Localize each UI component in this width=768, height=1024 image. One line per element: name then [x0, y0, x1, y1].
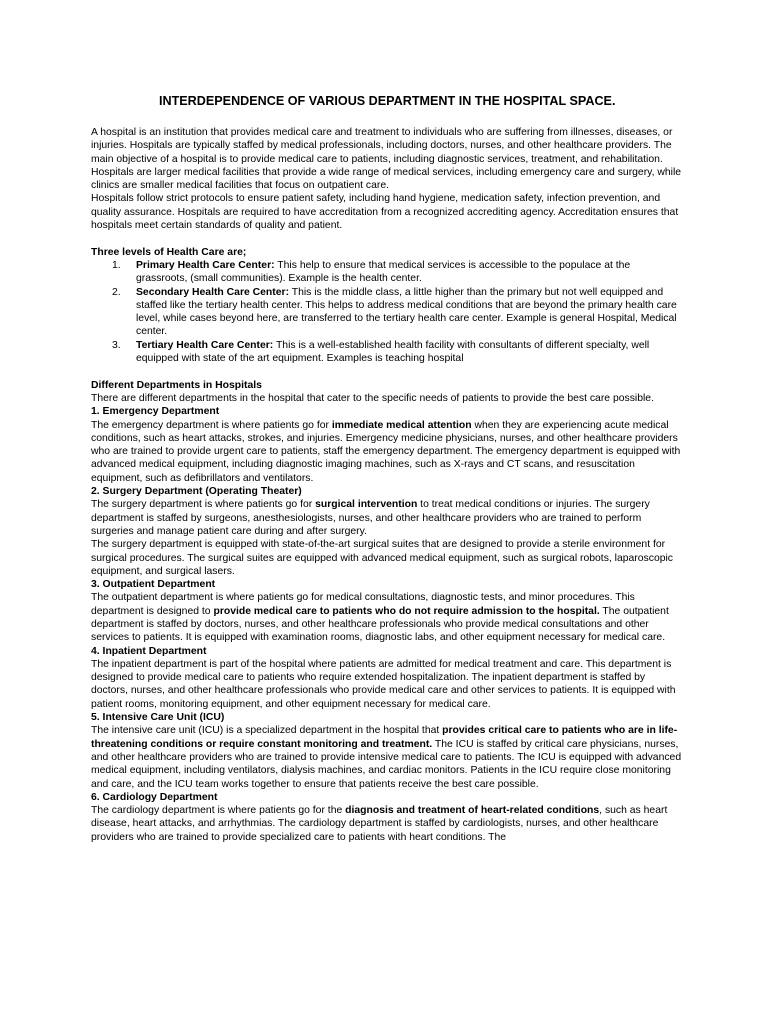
- text-run: The intensive care unit (ICU) is a specialized department in the hospital that: [91, 725, 443, 737]
- spacer: [91, 232, 684, 245]
- inpatient-paragraph: The inpatient department is part of the hospital where patients are admitted for medical treatment and care. This department is designed to provide medical care to patients who require extended hospitalization. The inpatient department is staffed by doctors, nurses, and other healthcare professionals who provide medical care and other services to patients. It is equipped with patient rooms, monitoring equipment, and other equipment necessary for medical care.: [91, 658, 676, 710]
- emphasis-text: provides critical care to patients who are in life-threatening conditions or require constant monitoring and treatment.: [91, 725, 678, 750]
- surgery-heading: 2. Surgery Department (Operating Theater): [91, 486, 302, 498]
- list-number: 2.: [112, 286, 121, 298]
- text-run: to treat medical conditions or injuries. The surgery department is staffed by surgeons, anesthesiologists, nurses, and other healthcare providers who are trained to perform surgeries and manage patient care during and after surgery.: [91, 499, 650, 537]
- intro-paragraph-3: Hospitals follow strict protocols to ensure patient safety, including hand hygiene, medication safety, infection prevention, and quality assurance. Hospitals are required to have accreditation from a recognized accrediting agency. Accreditation ensures that hospitals meet certain standards of quality and patient.: [91, 193, 679, 232]
- text-run: when they are experiencing acute medical conditions, such as heart attacks, strokes, and injuries. Emergency medicine physicians, nurses, and other healthcare providers who are trained to provide urgent care to patients, staff the emergency department. The emergency department is equipped with advanced medical equipment, including diagnostic imaging machines, such as X-rays and CT scans, and resuscitation equipment, such as defibrillators and ventilators.: [91, 419, 681, 484]
- surgery-paragraph-2: The surgery department is equipped with state-of-the-art surgical suites that are designed to provide a sterile environment for surgical procedures. The surgical suites are equipped with advanced medical equipment, such as surgical robots, laparoscopic equipment, and surgical lasers.: [91, 539, 674, 577]
- text-run: The outpatient department is where patients go for medical consultations, diagnostic tests, and minor procedures. This department is designed to: [91, 592, 635, 617]
- text-run: The ICU is staffed by critical care physicians, nurses, and other healthcare providers who are trained to provide intensive medical care to patients. The ICU is equipped with advanced medical equipment, including ventilators, dialysis machines, and cardiac monitors. Patients in the ICU require close monitoring and care, and the ICU team works together to ensure that patients receive the best care possible.: [91, 738, 682, 790]
- list-item: [91, 259, 684, 286]
- text-run: The cardiology department is where patients go for the: [91, 805, 346, 817]
- levels-list: [91, 259, 684, 365]
- intro-paragraph-1: A hospital is an institution that provides medical care and treatment to individuals who are suffering from illnesses, diseases, or injuries. Hospitals are typically staffed by medical professionals, including doctors, nurses, and other healthcare providers. The main objective of a hospital is to provide medical care to patients, including diagnostic services, treatment, and rehabilitation.: [91, 127, 673, 165]
- levels-heading: Three levels of Health Care are;: [91, 246, 247, 258]
- cardiology-paragraph: [91, 804, 684, 844]
- text-run: , such as heart disease, heart attacks, and arrhythmias. The cardiology department is staffed by cardiologists, nurses, and other healthcare providers who are trained to provide specialized care to patients with heart conditions. The: [91, 805, 668, 843]
- departments-heading: Different Departments in Hospitals: [91, 379, 262, 391]
- emphasis-text: immediate medical attention: [331, 419, 472, 431]
- list-item: [91, 286, 684, 339]
- surgery-paragraph-1: [91, 498, 684, 538]
- list-text: This is a well-established health facility with consultants of different specialty, well equipped with state of the art equipment. Examples is teaching hospital: [136, 339, 650, 365]
- list-term: Tertiary Health Care Center:: [136, 339, 274, 351]
- emergency-paragraph: [91, 419, 684, 485]
- list-term: Primary Health Care Center:: [136, 259, 275, 271]
- icu-heading: 5. Intensive Care Unit (ICU): [91, 712, 225, 724]
- emphasis-text: diagnosis and treatment of heart-related conditions: [345, 805, 600, 817]
- list-item: [91, 339, 684, 366]
- list-term: Secondary Health Care Center:: [136, 286, 290, 298]
- cardiology-heading: 6. Cardiology Department: [91, 791, 218, 803]
- intro-paragraph-2: Hospitals are larger medical facilities that provide a wide range of medical services, including emergency care and surgery, while clinics are smaller medical facilities that focus on outpatient care.: [91, 166, 682, 192]
- emphasis-text: surgical intervention: [315, 499, 418, 511]
- text-run: The outpatient department is staffed by doctors, nurses, and other healthcare professionals who provide medical consultations and other services to patients. It is equipped with examination rooms, diagnostic labs, and other equipment necessary for medical care.: [91, 605, 669, 644]
- list-text: This is the middle class, a little higher than the primary but not well equipped and staffed like the tertiary health center. This helps to address medical conditions that are beyond the primary health care level, while cases beyond here, are transferred to the tertiary health care center. Example is general Hospital, Medical center.: [136, 286, 677, 338]
- list-number: 3.: [112, 339, 121, 351]
- list-text: This help to ensure that medical services is accessible to the populace at the grassroots, (small communities). Example is the health center.: [136, 259, 631, 285]
- text-run: The emergency department is where patients go for: [91, 419, 332, 431]
- spacer: [91, 365, 684, 378]
- outpatient-paragraph: [91, 591, 684, 644]
- departments-intro: There are different departments in the hospital that cater to the specific needs of patients to provide the best care possible.: [91, 392, 654, 404]
- inpatient-heading: 4. Inpatient Department: [91, 645, 207, 657]
- icu-paragraph: [91, 724, 684, 790]
- document-title: INTERDEPENDENCE OF VARIOUS DEPARTMENT IN THE HOSPITAL SPACE.: [159, 94, 616, 108]
- emphasis-text: provide medical care to patients who do not require admission to the hospital.: [213, 605, 600, 617]
- emergency-heading: 1. Emergency Department: [91, 406, 220, 418]
- text-run: The surgery department is where patients go for: [91, 499, 316, 511]
- list-number: 1.: [112, 259, 121, 271]
- outpatient-heading: 3. Outpatient Department: [91, 579, 216, 591]
